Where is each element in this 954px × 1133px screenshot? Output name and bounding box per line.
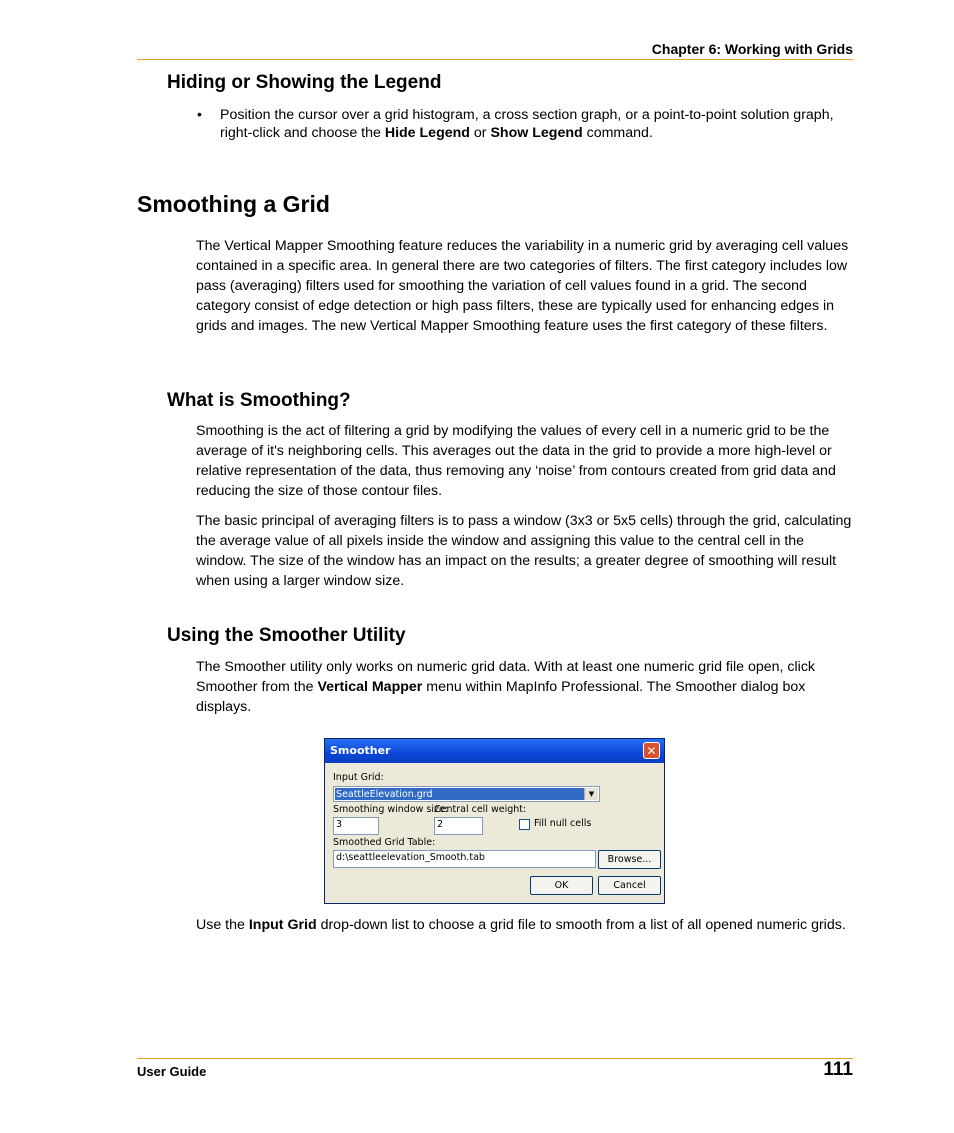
heading-what-is-smoothing: What is Smoothing? [167, 390, 351, 411]
fill-null-label: Fill null cells [534, 818, 592, 829]
footer-rule [137, 1058, 853, 1059]
heading-legend: Hiding or Showing the Legend [167, 72, 442, 93]
dialog-title: Smoother [330, 744, 391, 757]
heading-smoothing-grid: Smoothing a Grid [137, 191, 330, 217]
window-size-input[interactable]: 3 [333, 817, 379, 835]
browse-button[interactable]: Browse... [598, 850, 661, 869]
smoothing-paragraph: The Vertical Mapper Smoothing feature reduces the variability in a numeric grid by averaging cell values contained in a specific area. In general there are two categories of filters. The first category includes low pass (averaging) filters used for smoothing the variation of cell values found in a grid. The second category consist of edge detection or high pass filters, these are typically used for enhancing edges in grids and images. The new Vertical Mapper Smoothing feature uses the first category of these filters. [196, 238, 849, 334]
table-label: Smoothed Grid Table: [333, 837, 436, 848]
close-icon[interactable]: ✕ [643, 742, 660, 759]
legend-bullet-text: Position the cursor over a grid histogram, a cross section graph, or a point-to-point solution graph, right-click and choose the Hide Legend or Show Legend command. [220, 107, 834, 141]
what-paragraph-1: Smoothing is the act of filtering a grid by modifying the values of every cell in a numeric grid to be the average of it's neighboring cells. This averages out the data in the grid to provide a more high-level or relative representation of the data, thus removing any ‘noise’ from contours created from grid data and reducing the size of those contour files. [196, 423, 836, 499]
window-size-label: Smoothing window size: [333, 804, 449, 815]
input-grid-label: Input Grid: [333, 772, 384, 783]
fill-null-checkbox[interactable] [519, 819, 530, 830]
using-paragraph: The Smoother utility only works on numeric grid data. With at least one numeric grid file open, click Smoother from the Vertical Mapper menu within MapInfo Professional. The Smoother dialog box displays. [196, 659, 816, 715]
ok-button[interactable]: OK [530, 876, 593, 895]
heading-using-smoother: Using the Smoother Utility [167, 625, 406, 646]
chevron-down-icon[interactable]: ▼ [584, 788, 598, 800]
central-weight-label: Central cell weight: [434, 804, 527, 815]
central-weight-input[interactable]: 2 [434, 817, 483, 835]
smoother-dialog [324, 738, 665, 904]
input-grid-paragraph: Use the Input Grid drop-down list to choose a grid file to smooth from a list of all opened numeric grids. [196, 917, 846, 933]
cancel-button[interactable]: Cancel [598, 876, 661, 895]
input-grid-dropdown[interactable] [333, 786, 600, 802]
table-path-input[interactable]: d:\seattleelevation_Smooth.tab [333, 850, 596, 868]
page-number: 111 [823, 1059, 853, 1080]
what-paragraph-2: The basic principal of averaging filters is to pass a window (3x3 or 5x5 cells) through the grid, calculating the average value of all pixels inside the window and assigning this value to the central cell in the window. The size of the window has an impact on the results; a greater degree of smoothing will result when using a larger window size. [196, 513, 852, 589]
chapter-title: Chapter 6: Working with Grids [651, 41, 853, 57]
header-rule [137, 59, 853, 60]
dialog-title-bar[interactable] [325, 739, 664, 763]
input-grid-value: SeattleElevation.grd [335, 788, 584, 800]
bullet-marker: • [197, 106, 202, 122]
footer-guide-label: User Guide [137, 1064, 207, 1079]
